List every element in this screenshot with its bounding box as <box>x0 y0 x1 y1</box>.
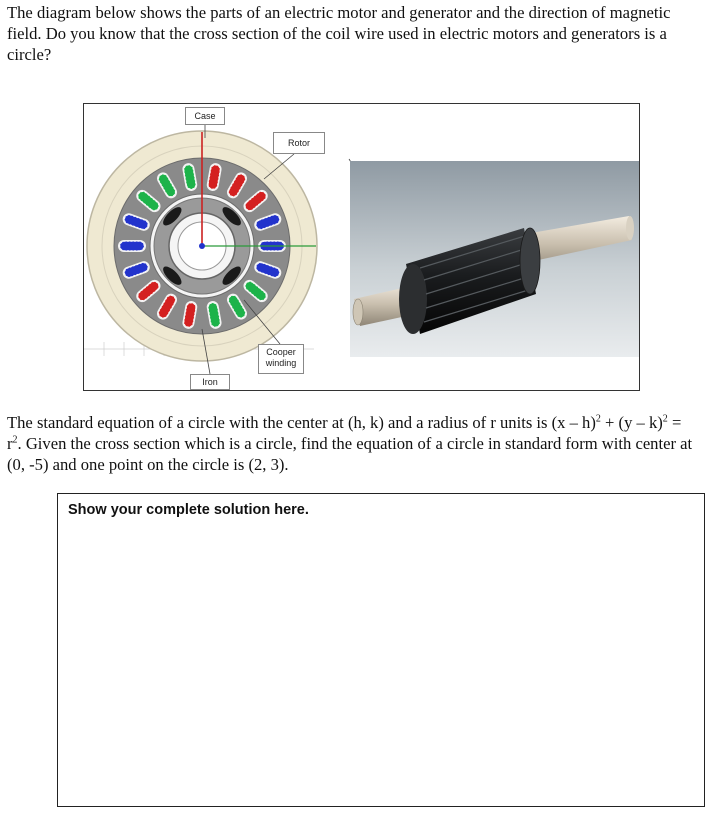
rotor-photo <box>350 161 640 357</box>
motor-illustration <box>84 104 640 391</box>
center-point <box>199 243 205 249</box>
standard-equation-paragraph: The standard equation of a circle with the center at (h, k) and a radius of r units is $(x - h)^2 + (y - k)^2 = r^2$. Given the cross section which is a circle, find the equation of a circle in standard form with center at (0, -5) and one point on the circle is (2, 3). <box>7 413 693 474</box>
label-case: Case <box>185 107 225 125</box>
label-rotor: Rotor <box>273 132 325 154</box>
motor-diagram-figure <box>83 103 640 391</box>
solution-answer-box[interactable] <box>57 493 705 807</box>
intro-paragraph: The diagram below shows the parts of an electric motor and generator and the direction of magnetic field. Do you know that the cross section of the coil wire used in electric motors and generators is a circle? <box>7 3 671 64</box>
label-iron: Iron <box>190 374 230 390</box>
coil-slot <box>118 240 146 252</box>
solution-prompt: Show your complete solution here. <box>68 502 309 518</box>
label-copper-winding: Cooper winding <box>258 344 304 374</box>
